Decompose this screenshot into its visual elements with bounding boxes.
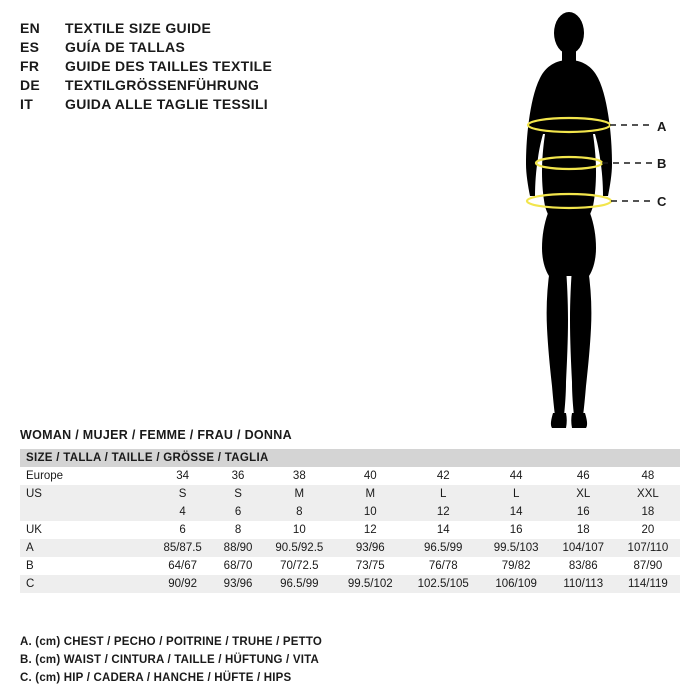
cell: 83/86	[551, 557, 616, 575]
title-text-de: TEXTILGRÖSSENFÜHRUNG	[65, 77, 260, 93]
row-label-europe: Europe	[20, 467, 152, 485]
cell: 44	[482, 467, 551, 485]
table-row	[20, 539, 680, 557]
cell: 110/113	[551, 575, 616, 593]
cell: 38	[263, 467, 336, 485]
cell: 93/96	[213, 575, 263, 593]
cell: 104/107	[551, 539, 616, 557]
cell: 73/75	[336, 557, 405, 575]
cell: 87/90	[616, 557, 680, 575]
title-text-en: TEXTILE SIZE GUIDE	[65, 20, 212, 36]
table-row	[20, 557, 680, 575]
table-row	[20, 467, 680, 485]
cell: 12	[336, 521, 405, 539]
cell: 20	[616, 521, 680, 539]
cell: XXL	[616, 485, 680, 503]
measure-label-c: C	[657, 194, 667, 209]
cell: 8	[213, 521, 263, 539]
table-row	[20, 521, 680, 539]
title-text-it: GUIDA ALLE TAGLIE TESSILI	[65, 96, 268, 112]
cell: 18	[551, 521, 616, 539]
cell: 99.5/103	[482, 539, 551, 557]
cell: 12	[405, 503, 482, 521]
cell: M	[336, 485, 405, 503]
row-label-a: A	[20, 539, 152, 557]
title-row-en	[20, 20, 460, 36]
cell: 90/92	[152, 575, 213, 593]
row-label-us-numeric	[20, 503, 152, 521]
cell: 107/110	[616, 539, 680, 557]
title-row-fr	[20, 58, 460, 74]
cell: 10	[263, 521, 336, 539]
language-code-en: EN	[20, 20, 41, 36]
language-code-es: ES	[20, 39, 40, 55]
footnote-b: B. (cm) WAIST / CINTURA / TAILLE / HÜFTUNG / VITA	[20, 654, 319, 666]
row-label-b: B	[20, 557, 152, 575]
cell: 14	[482, 503, 551, 521]
cell: 34	[152, 467, 213, 485]
footnotes	[20, 636, 620, 690]
table-row	[20, 485, 680, 503]
cell: 18	[616, 503, 680, 521]
cell: 99.5/102	[336, 575, 405, 593]
cell: 106/109	[482, 575, 551, 593]
size-table-section	[20, 428, 680, 593]
cell: L	[482, 485, 551, 503]
title-row-es	[20, 39, 460, 55]
table-header-row	[20, 449, 680, 467]
cell: 14	[405, 521, 482, 539]
cell: 79/82	[482, 557, 551, 575]
cell: 70/72.5	[263, 557, 336, 575]
table-row	[20, 503, 680, 521]
cell: 36	[213, 467, 263, 485]
cell: 64/67	[152, 557, 213, 575]
cell: 6	[213, 503, 263, 521]
title-block	[20, 20, 460, 115]
cell: 102.5/105	[405, 575, 482, 593]
cell: 96.5/99	[263, 575, 336, 593]
footnote-a: A. (cm) CHEST / PECHO / POITRINE / TRUHE / PETTO	[20, 636, 323, 648]
cell: 10	[336, 503, 405, 521]
cell: 96.5/99	[405, 539, 482, 557]
measure-label-b: B	[657, 156, 667, 171]
cell: 42	[405, 467, 482, 485]
cell: L	[405, 485, 482, 503]
table-row	[20, 575, 680, 593]
cell: 93/96	[336, 539, 405, 557]
female-silhouette-icon	[460, 8, 690, 438]
row-label-uk: UK	[20, 521, 152, 539]
language-code-de: DE	[20, 77, 41, 93]
measure-label-a: A	[657, 119, 667, 134]
cell: 68/70	[213, 557, 263, 575]
cell: 114/119	[616, 575, 680, 593]
language-code-it: IT	[20, 96, 34, 112]
table-header-label: SIZE / TALLA / TAILLE / GRÖSSE / TAGLIA	[20, 449, 680, 467]
footnote-c: C. (cm) HIP / CADERA / HANCHE / HÜFTE / HIPS	[20, 672, 292, 684]
cell: 85/87.5	[152, 539, 213, 557]
title-text-es: GUÍA DE TALLAS	[65, 39, 186, 55]
cell: 40	[336, 467, 405, 485]
cell: 8	[263, 503, 336, 521]
cell: 48	[616, 467, 680, 485]
measurement-figure	[460, 8, 690, 438]
cell: 6	[152, 521, 213, 539]
cell: 88/90	[213, 539, 263, 557]
row-label-c: C	[20, 575, 152, 593]
cell: 16	[482, 521, 551, 539]
title-row-it	[20, 96, 460, 112]
row-label-us: US	[20, 485, 152, 503]
cell: M	[263, 485, 336, 503]
title-text-fr: GUIDE DES TAILLES TEXTILE	[65, 58, 273, 74]
language-code-fr: FR	[20, 58, 40, 74]
cell: 16	[551, 503, 616, 521]
cell: S	[152, 485, 213, 503]
size-table	[20, 449, 680, 593]
title-row-de	[20, 77, 460, 93]
cell: S	[213, 485, 263, 503]
cell: 46	[551, 467, 616, 485]
group-heading: WOMAN / MUJER / FEMME / FRAU / DONNA	[20, 428, 292, 442]
cell: XL	[551, 485, 616, 503]
cell: 90.5/92.5	[263, 539, 336, 557]
cell: 76/78	[405, 557, 482, 575]
cell: 4	[152, 503, 213, 521]
